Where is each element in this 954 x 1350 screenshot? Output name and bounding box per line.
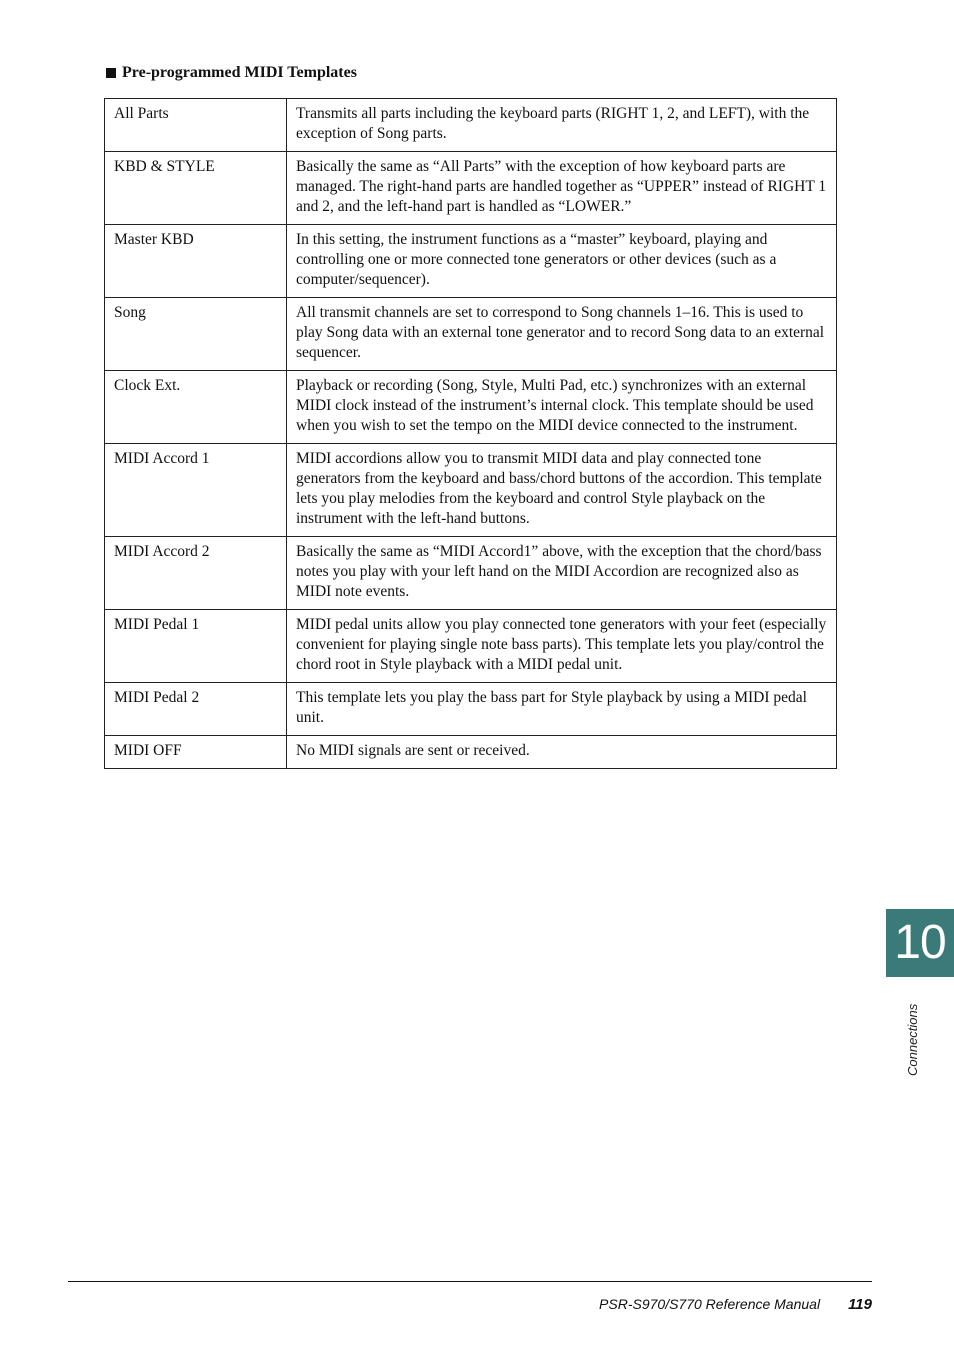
section-title: Pre-programmed MIDI Templates (122, 64, 357, 81)
section-heading (106, 63, 357, 83)
template-name: All Parts (105, 99, 287, 152)
template-name: Clock Ext. (105, 371, 287, 444)
table-row (105, 371, 837, 444)
template-name: Master KBD (105, 225, 287, 298)
template-name: MIDI Pedal 1 (105, 610, 287, 683)
template-name: MIDI Accord 1 (105, 444, 287, 537)
table-row (105, 99, 837, 152)
chapter-number: 10 (894, 916, 946, 969)
template-description: MIDI accordions allow you to transmit MIDI data and play connected tone generators from the keyboard and bass/chord buttons of the accordion. This template lets you play melodies from the keyboard and control Style playback on the instrument with the left-hand buttons. (287, 444, 837, 537)
square-bullet-icon (106, 68, 116, 78)
table-row (105, 444, 837, 537)
template-name: KBD & STYLE (105, 152, 287, 225)
template-description: This template lets you play the bass part for Style playback by using a MIDI pedal unit. (287, 683, 837, 736)
template-name: Song (105, 298, 287, 371)
template-name: MIDI OFF (105, 736, 287, 769)
midi-templates-table-body (105, 99, 837, 769)
midi-templates-table (104, 98, 837, 769)
page-footer (599, 1296, 872, 1313)
table-row (105, 225, 837, 298)
table-row (105, 683, 837, 736)
template-description: Transmits all parts including the keyboard parts (RIGHT 1, 2, and LEFT), with the exception of Song parts. (287, 99, 837, 152)
manual-title: PSR-S970/S770 Reference Manual (599, 1296, 821, 1312)
template-description: MIDI pedal units allow you play connected tone generators with your feet (especially convenient for playing single note bass parts). This template lets you play/control the chord root in Style playback with a MIDI pedal unit. (287, 610, 837, 683)
table-row (105, 298, 837, 371)
table-row (105, 152, 837, 225)
template-description: No MIDI signals are sent or received. (287, 736, 837, 769)
chapter-name: Connections (905, 1003, 920, 1076)
template-name: MIDI Accord 2 (105, 537, 287, 610)
template-description: Playback or recording (Song, Style, Multi Pad, etc.) synchronizes with an external MIDI clock instead of the instrument’s internal clock. This template should be used when you wish to set the tempo on the MIDI device connected to the instrument. (287, 371, 837, 444)
footer-divider (68, 1281, 872, 1282)
template-description: In this setting, the instrument functions as a “master” keyboard, playing and controlling one or more connected tone generators or other devices (such as a computer/sequencer). (287, 225, 837, 298)
table-row (105, 610, 837, 683)
chapter-tab (886, 909, 954, 977)
page-number: 119 (848, 1296, 872, 1313)
template-description: Basically the same as “All Parts” with the exception of how keyboard parts are managed. The right-hand parts are handled together as “UPPER” instead of RIGHT 1 and 2, and the left-hand part is handled as “LOWER.” (287, 152, 837, 225)
table-row (105, 537, 837, 610)
table-row (105, 736, 837, 769)
template-description: Basically the same as “MIDI Accord1” above, with the exception that the chord/bass notes you play with your left hand on the MIDI Accordion are recognized also as MIDI note events. (287, 537, 837, 610)
template-name: MIDI Pedal 2 (105, 683, 287, 736)
template-description: All transmit channels are set to correspond to Song channels 1–16. This is used to play Song data with an external tone generator and to record Song data to an external sequencer. (287, 298, 837, 371)
